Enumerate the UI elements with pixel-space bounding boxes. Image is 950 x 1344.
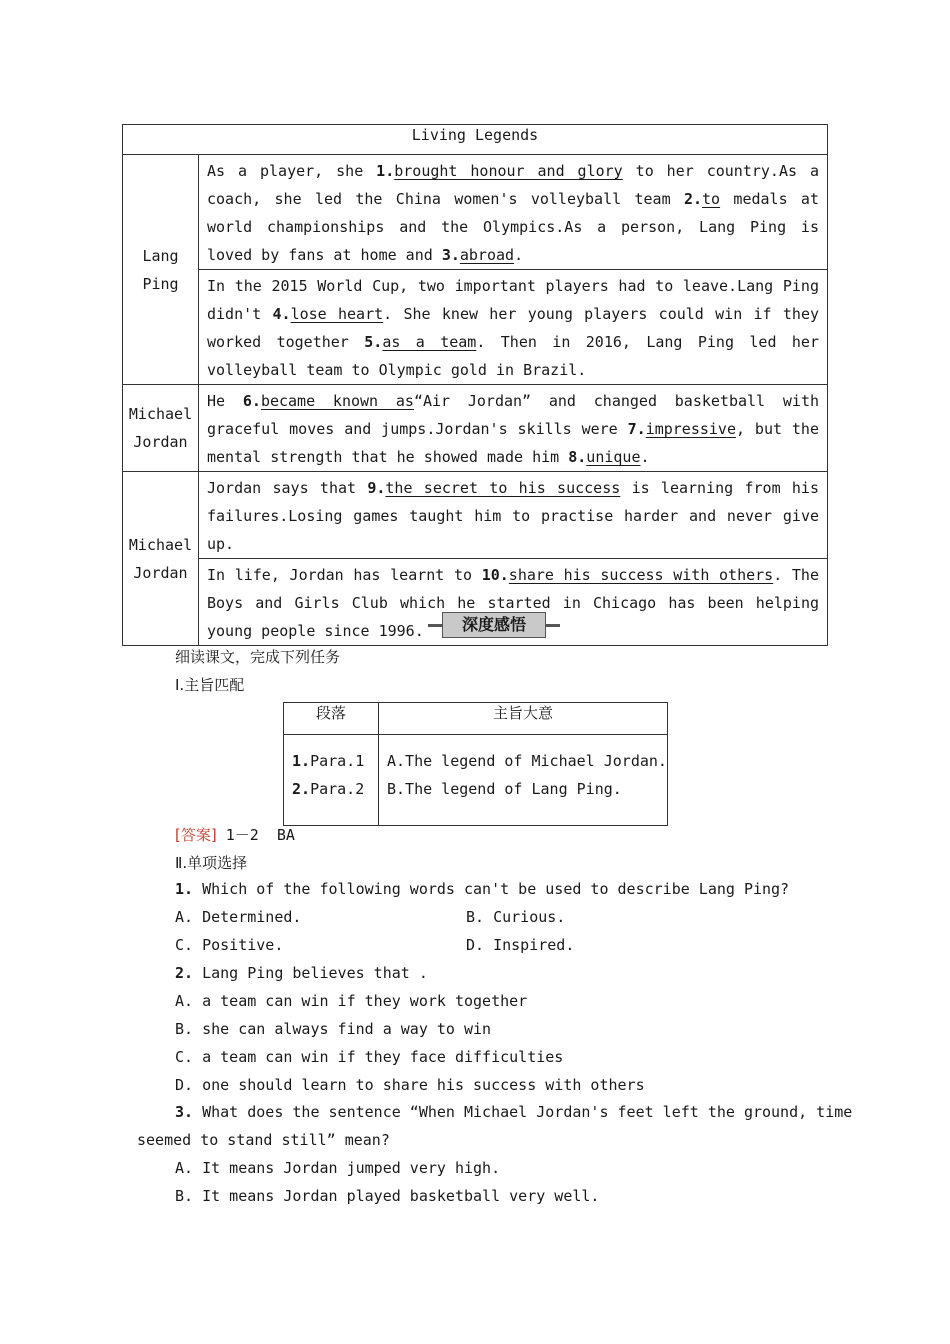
q2-option-d: D. one should learn to share his success with others bbox=[175, 1076, 645, 1094]
question-3: 3. What does the sentence “When Michael Jordan's feet left the ground, time bbox=[175, 1103, 853, 1121]
name-michael-jordan-2: Michael Jordan bbox=[123, 472, 199, 646]
name-lang-ping: Lang Ping bbox=[123, 155, 199, 385]
q2-option-a: A. a team can win if they work together bbox=[175, 992, 528, 1010]
q1-option-b: B. Curious. bbox=[466, 908, 566, 926]
blank-10: share his success with others bbox=[508, 566, 774, 584]
lang-ping-worldcup-cell: In the 2015 World Cup, two important players had to leave.Lang Ping didn't 4.lose heart. She knew her young players could win if they worked together 5.as a team. Then in 2016, Lang Ping led her volleyball team to Olympic gold in Brazil. bbox=[199, 270, 828, 385]
blank-5: as a team bbox=[382, 333, 477, 351]
q1-option-c: C. Positive. bbox=[175, 936, 284, 954]
q2-option-c: C. a team can win if they face difficulties bbox=[175, 1048, 564, 1066]
answer-text: 1－2 BA bbox=[216, 826, 295, 844]
blank-6: became known as bbox=[260, 392, 414, 410]
question-3-continued: seemed to stand still” mean? bbox=[137, 1131, 390, 1149]
instruction-text: 细读课文，完成下列任务 bbox=[175, 648, 341, 666]
blank-2: to bbox=[702, 190, 721, 208]
q1-option-a: A. Determined. bbox=[175, 908, 302, 926]
idea-b: B.The legend of Lang Ping. bbox=[387, 780, 622, 798]
q3-option-b: B. It means Jordan played basketball very well. bbox=[175, 1187, 600, 1205]
paragraph-list: 1.Para.1 2.Para.2 bbox=[284, 735, 379, 826]
banner-label: 深度感悟 bbox=[442, 612, 546, 638]
blank-3: abroad bbox=[459, 246, 515, 264]
q2-option-b: B. she can always find a way to win bbox=[175, 1020, 492, 1038]
blank-7: impressive bbox=[645, 420, 736, 438]
main-idea-match-table bbox=[283, 702, 668, 826]
section-1-heading: Ⅰ.主旨匹配 bbox=[175, 676, 245, 694]
blank-1: brought honour and glory bbox=[394, 162, 623, 180]
q3-option-a: A. It means Jordan jumped very high. bbox=[175, 1159, 501, 1177]
question-2: 2. Lang Ping believes that . bbox=[175, 964, 428, 982]
section-banner bbox=[428, 612, 560, 638]
living-legends-table bbox=[122, 124, 828, 646]
para-1: Para.1 bbox=[310, 752, 365, 770]
blank-4: lose heart bbox=[290, 305, 384, 323]
question-1: 1. Which of the following words can't be used to describe Lang Ping? bbox=[175, 880, 790, 898]
blank-9: the secret to his success bbox=[385, 479, 621, 497]
para-2: Para.2 bbox=[310, 780, 365, 798]
match-head-idea: 主旨大意 bbox=[379, 703, 668, 735]
table-title: Living Legends bbox=[123, 125, 828, 155]
main-idea-list bbox=[379, 735, 668, 826]
answer-tag: [答案] bbox=[175, 826, 217, 844]
q1-option-d: D. Inspired. bbox=[466, 936, 575, 954]
idea-a: A.The legend of Michael Jordan. bbox=[387, 752, 667, 770]
match-head-para: 段落 bbox=[284, 703, 379, 735]
section-2-heading: Ⅱ.单项选择 bbox=[175, 854, 248, 872]
name-michael-jordan-1: Michael Jordan bbox=[123, 385, 199, 472]
jordan-life-cell: In life, Jordan has learnt to 10.share his success with others. The Boys and Girls Club which he started in Chicago has been helping young people since 1996. bbox=[199, 559, 828, 646]
jordan-skills-cell: He 6.became known as“Air Jordan” and changed basketball with graceful moves and jumps.Jordan's skills were 7.impressive, but the mental strength that he showed made him 8.unique. bbox=[199, 385, 828, 472]
lang-ping-player-cell: As a player, she 1.brought honour and glory to her country.As a coach, she led the China women's volleyball team 2.to medals at world championships and the Olympics.As a person, Lang Ping is loved by fans at home and 3.abroad. bbox=[199, 155, 828, 270]
answer-line bbox=[175, 824, 295, 845]
blank-8: unique bbox=[586, 448, 641, 466]
jordan-secret-cell: Jordan says that 9.the secret to his success is learning from his failures.Losing games taught him to practise harder and never give up. bbox=[199, 472, 828, 559]
